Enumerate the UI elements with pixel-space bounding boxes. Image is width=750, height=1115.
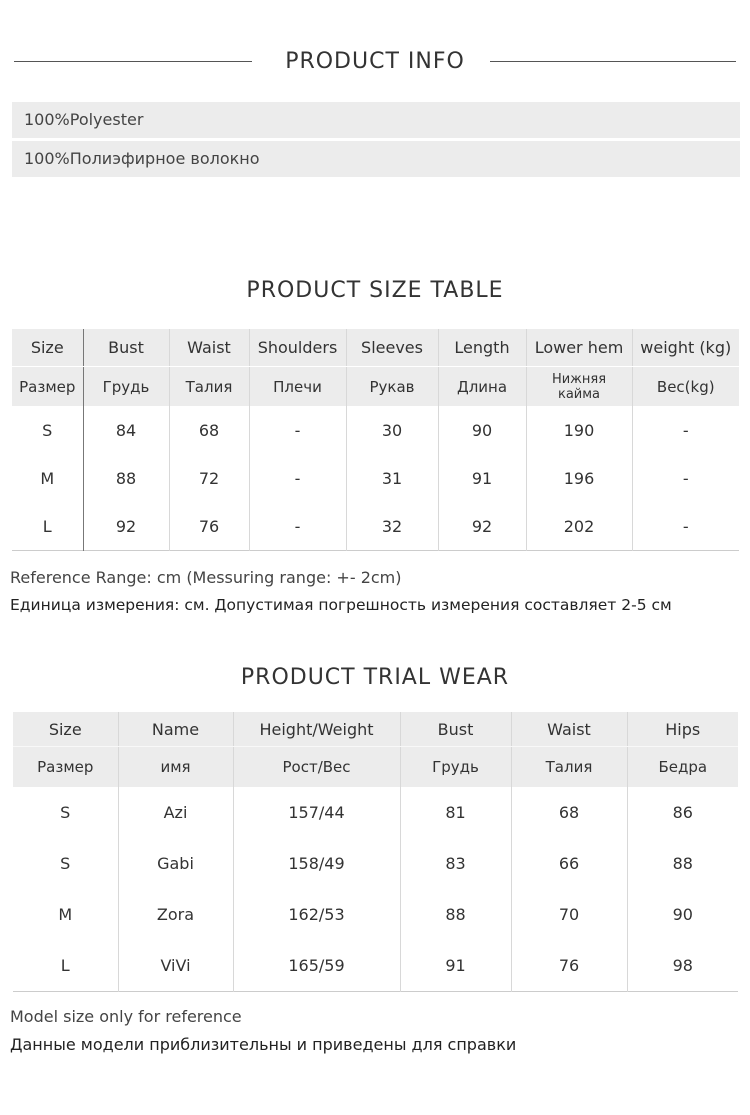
trial-cell: 76	[511, 940, 627, 992]
size-note-en: Reference Range: cm (Messuring range: +- 2cm)	[10, 568, 402, 587]
size-cell: L	[12, 502, 83, 551]
size-cell: M	[12, 454, 83, 502]
size-cell: -	[249, 454, 346, 502]
size-header-cell: Bust	[83, 329, 169, 367]
trial-table-row	[13, 889, 738, 940]
product-info-title: PRODUCT INFO	[285, 49, 465, 74]
trial-cell: 83	[400, 838, 511, 889]
trial-header-cell-ru: Талия	[511, 747, 627, 788]
trial-header-cell: Name	[118, 712, 233, 747]
product-info-row: 100%Полиэфирное волокно	[12, 141, 740, 177]
trial-cell: S	[60, 854, 71, 873]
size-cell: -	[632, 502, 739, 551]
size-header-cell: Length	[438, 329, 526, 367]
trial-header-cell: Size	[13, 712, 118, 747]
size-cell: -	[249, 502, 346, 551]
size-header-cell: Waist	[169, 329, 249, 367]
size-cell: 31	[346, 454, 438, 502]
size-note-ru: Единица измерения: см. Допустимая погрешность измерения составляет 2-5 см	[10, 596, 672, 614]
product-info-row: 100%Polyester	[12, 102, 740, 138]
size-cell: 32	[346, 502, 438, 551]
trial-header-cell-ru: имя	[118, 747, 233, 788]
trial-cell: ViVi	[118, 940, 233, 992]
trial-cell: 70	[511, 889, 627, 940]
trial-header-cell-ru: Размер	[13, 747, 118, 788]
size-cell: 91	[438, 454, 526, 502]
trial-header-cell-ru: Грудь	[400, 747, 511, 788]
size-header-cell: weight (kg)	[632, 329, 739, 367]
size-header-cell-ru: Талия	[169, 367, 249, 407]
trial-table-row	[13, 838, 738, 889]
size-cell: 88	[115, 468, 137, 488]
size-header-cell-ru: Рукав	[346, 367, 438, 407]
size-table-header-row-ru	[12, 367, 739, 407]
size-header-cell-ru: Длина	[438, 367, 526, 407]
trial-wear-title: PRODUCT TRIAL WEAR	[240, 665, 510, 690]
trial-cell: 88	[400, 889, 511, 940]
trial-cell: 90	[627, 889, 738, 940]
trial-cell: 162/53	[233, 889, 400, 940]
trial-cell: 88	[627, 838, 738, 889]
trial-cell: Zora	[118, 889, 233, 940]
trial-cell: 158/49	[233, 838, 400, 889]
size-cell: 72	[169, 454, 249, 502]
size-cell: -	[249, 406, 346, 454]
trial-header-cell: Bust	[400, 712, 511, 747]
size-cell: -	[632, 406, 739, 454]
size-cell: S	[12, 406, 83, 454]
trial-cell: Azi	[118, 787, 233, 838]
size-table-header-row	[12, 329, 739, 367]
trial-note-ru: Данные модели приблизительны и приведены для справки	[10, 1035, 517, 1054]
trial-note-en: Model size only for reference	[10, 1007, 242, 1026]
size-cell: 202	[526, 502, 632, 551]
size-cell: 68	[169, 406, 249, 454]
size-header-cell: Size	[12, 329, 83, 367]
trial-header-cell: Waist	[511, 712, 627, 747]
size-cell: 84	[115, 420, 137, 440]
size-header-cell-ru-text: Нижняя кайма	[551, 371, 607, 402]
size-cell: 90	[438, 406, 526, 454]
trial-table-header-row	[13, 712, 738, 747]
size-cell: -	[632, 454, 739, 502]
trial-table-header-row-ru	[13, 747, 738, 788]
size-header-cell-ru	[526, 367, 632, 407]
size-cell: 76	[169, 502, 249, 551]
size-header-cell-ru: Вес(kg)	[632, 367, 739, 407]
size-cell: 92	[438, 502, 526, 551]
size-table-title: PRODUCT SIZE TABLE	[246, 278, 504, 303]
trial-header-cell: Height/Weight	[233, 712, 400, 747]
trial-cell: 86	[627, 787, 738, 838]
trial-cell: Gabi	[118, 838, 233, 889]
size-cell: 30	[346, 406, 438, 454]
trial-cell: 81	[400, 787, 511, 838]
trial-header-cell: Hips	[627, 712, 738, 747]
size-cell: 196	[526, 454, 632, 502]
trial-cell: 91	[400, 940, 511, 992]
trial-header-cell-ru: Рост/Вес	[233, 747, 400, 788]
size-header-cell-ru: Размер	[12, 367, 83, 407]
trial-table-row	[13, 787, 738, 838]
trial-cell: M	[58, 905, 73, 924]
trial-cell: S	[60, 803, 71, 822]
size-table-row	[12, 406, 739, 454]
size-table	[12, 329, 739, 551]
size-cell: 190	[526, 406, 632, 454]
trial-cell: 157/44	[233, 787, 400, 838]
size-table-row	[12, 454, 739, 502]
trial-cell: L	[60, 956, 70, 975]
size-header-cell-ru: Грудь	[83, 367, 169, 407]
trial-wear-table	[13, 712, 738, 992]
trial-cell: 98	[627, 940, 738, 992]
size-header-cell: Sleeves	[346, 329, 438, 367]
trial-cell: 165/59	[233, 940, 400, 992]
trial-header-cell-ru: Бедра	[627, 747, 738, 788]
size-header-cell-ru: Плечи	[249, 367, 346, 407]
trial-cell: 68	[511, 787, 627, 838]
size-cell: 92	[115, 516, 137, 536]
size-header-cell: Lower hem	[526, 329, 632, 367]
size-table-row	[12, 502, 739, 551]
size-header-cell: Shoulders	[249, 329, 346, 367]
trial-cell: 66	[511, 838, 627, 889]
trial-table-row	[13, 940, 738, 992]
